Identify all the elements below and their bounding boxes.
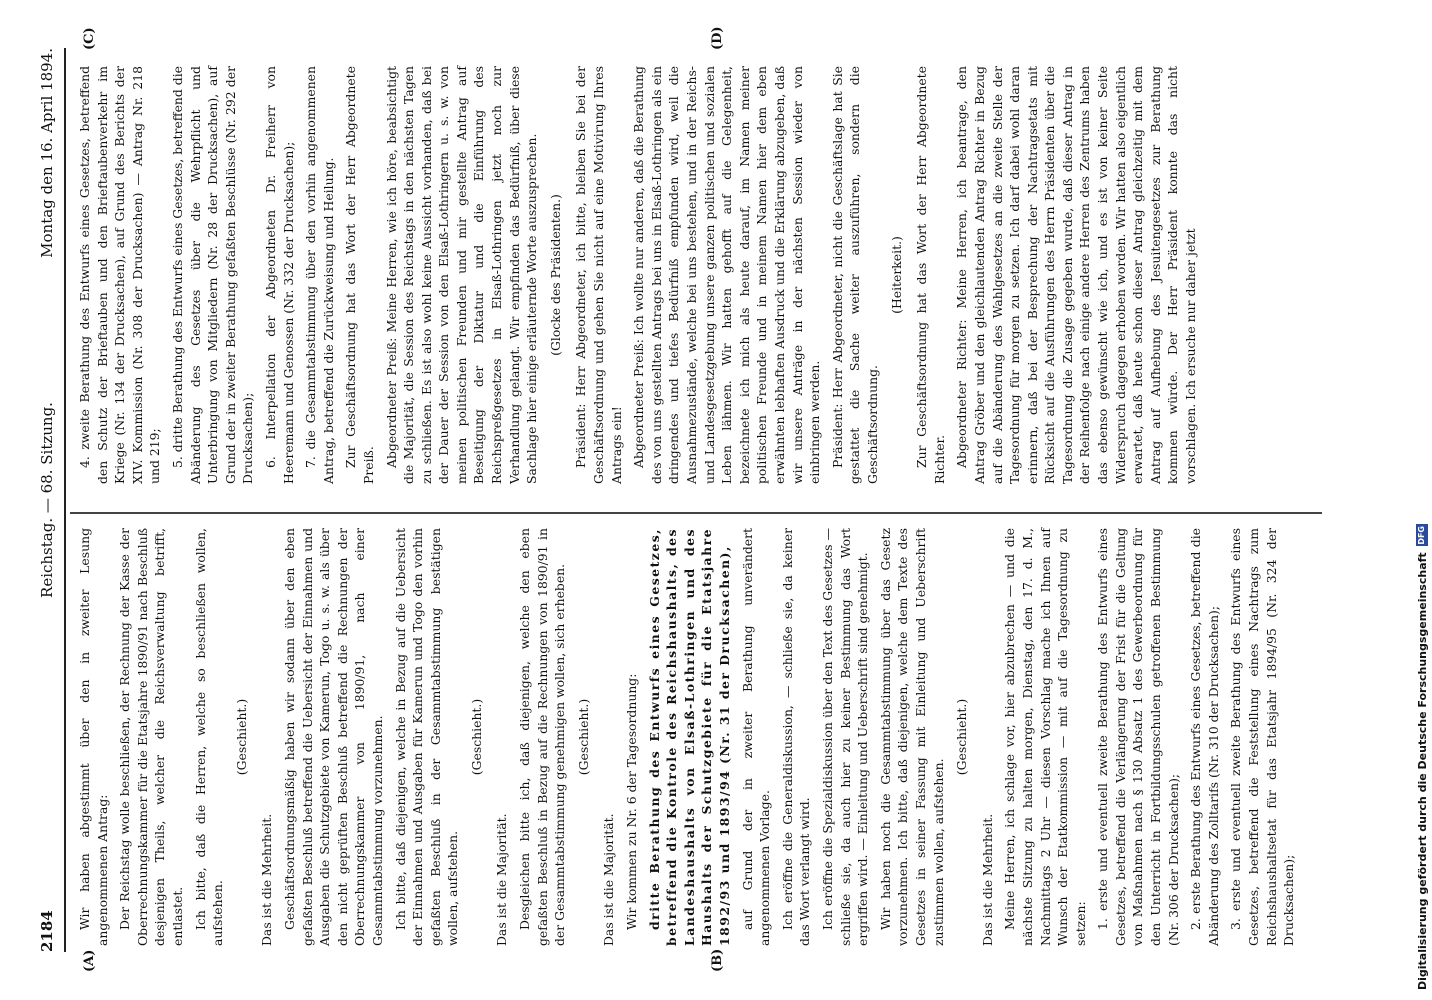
margin-letter-a: (A) xyxy=(82,949,97,972)
paragraph: Das ist die Mehrheit. xyxy=(979,813,995,946)
paragraph: Der Reichstag wolle beschließen, der Rechnung der Kasse der Oberrechnungskammer für die Etatsjahre 1890/91 nach Beschluß desjenigen Theils, welcher die Reichsverwaltung betrifft, entlastet. xyxy=(117,528,185,946)
paragraph: Das ist die Majorität. xyxy=(494,813,510,946)
digitization-credit xyxy=(1412,0,1432,1000)
paragraph: Meine Herren, ich schlage vor, hier abzubrechen — und die nächste Sitzung zu halten morgen, Dienstag, den 17. d. M., Nachmittags 2 Uhr — diesen Vorschlag mache ich Ihnen auf Wunsch der Etatkommission — mit auf die Tagesordnung zu setzen: xyxy=(1002,528,1088,946)
paragraph: Zur Geschäftsordnung hat das Wort der Herr Abgeordnete Preiß. xyxy=(343,66,376,484)
paragraph: Abgeordneter Preiß: Ich wollte nur anderen, daß die Berathung des von uns gestellten Antrags bei uns in Elsaß-Lothringen als ein dringendes und tiefes Bedürfniß empfunden wird, weil die Ausnahmezustände, welche bei uns bestehen, und in der Reichs- und Landesgesetzgebung unsere ganzen politischen und sozialen Leben lähmen. Wir hatten gehofft auf die Gelegenheit, bezeichnete ich mich als heute darauf, im Namen meiner politischen Freunde und in meinem Namen hier dem eben erwähnten lebhaften Ausdruck und die Erklärung abzugeben, daß wir unsere Anträge in der nächsten Session wieder von einbringen werden. xyxy=(631,66,823,484)
paragraph: Abgeordneter Richter: Meine Herren, ich beantrage, den Antrag Gröber und den gleichlautenden Antrag Richter in Bezug auf die Abänderung des Wahlgesetzes an die zweite Stelle der Tagesordnung für morgen zu setzen. Ich darf dabei wohl daran erinnern, daß bei der Besprechung der Nachtragsetats mit Rücksicht auf die Ausführungen des Herrn Präsidenten über die Tagesordnung die Zusage gegeben wurde, daß dieser Antrag in der Reihenfolge nach einige andere Herren des Zentrums haben das ebenso gewünscht wie ich, und es ist von keiner Seite Widerspruch dagegen erhoben worden. Wir hatten also eigentlich erwartet, daß heute schon dieser Antrag gleichzeitig mit dem Antrag auf Aufhebung des Jesuitengesetzes zur Berathung kommen würde. Der Herr Präsident konnte das nicht vorschlagen. Ich ersuche nur daher jetzt xyxy=(954,66,1199,484)
paragraph: (Geschieht.) xyxy=(233,698,249,776)
paragraph: (Heiterkeit.) xyxy=(888,236,904,314)
page-number: 2184 xyxy=(38,910,56,952)
paragraph: Geschäftsordnungsmäßig haben wir sodann über den eben gefaßten Beschluß betreffend die Uebersicht der Einnahmen und Ausgaben die Schutzgebiete von Kamerun, Togo u. s. w. als über den nicht geprüften Beschluß betreffend die Rechnungen der Oberrechnungskammer von 1890/91, nach einer Gesammtabstimmung vorzunehmen. xyxy=(281,528,385,946)
paragraph: 5. dritte Berathung des Entwurfs eines Gesetzes, betreffend die Abänderung des Gesetzes über die Wehrpflicht und Unterbringung von Mitgliedern (Nr. 28 der Drucksachen), auf Grund der in zweiter Berathung gefaßten Beschlüsse (Nr. 292 der Drucksachen); xyxy=(169,66,256,484)
paragraph: 7. die Gesammtabstimmung über den vorhin angenommenen Antrag, betreffend die Zurückweisung und Heilung. xyxy=(303,66,336,484)
paragraph: Präsident: Herr Abgeordneter, ich bitte, bleiben Sie bei der Geschäftsordnung und gehen Sie nicht auf eine Motivirung Ihres Antrags ein! xyxy=(573,66,624,484)
paragraph: Wir haben noch die Gesammtabstimmung über das Gesetz vorzunehmen. Ich bitte, daß diejenigen, welche dem Texte des Gesetzes in seiner Fassung mit Einleitung und Ueberschrift zustimmen wollen, aufstehen. xyxy=(877,528,946,946)
header-rule xyxy=(64,48,66,952)
paragraph: Ich eröffne die Generaldiskussion, — schließe sie, da keiner das Wort verlangt wird. xyxy=(779,528,813,946)
paragraph: (Geschieht.) xyxy=(468,698,484,776)
paragraph: (Geschieht.) xyxy=(575,698,591,776)
paragraph: Das ist die Mehrheit. xyxy=(259,813,275,946)
paragraph: Das ist die Majorität. xyxy=(601,813,617,946)
paragraph: Wir kommen zu Nr. 6 der Tagesordnung: xyxy=(624,673,640,930)
paragraph: Desgleichen bitte ich, daß diejenigen, welche den eben gefaßten Beschluß in Bezug auf die Rechnungen von 1890/91 in der Gesammtabstimmung genehmigen wollen, sich erheben. xyxy=(517,528,568,946)
paragraph: Ich bitte, daß diejenigen, welche in Bezug auf die Uebersicht der Einnahmen und Ausgaben für Kamerun und Togo den vorhin gefaßten Beschluß in der Gesammtabstimmung bestätigen wollen, aufstehen. xyxy=(392,528,461,946)
paragraph: 3. erste und eventuell zweite Berathung des Entwurfs eines Gesetzes, betreffend die Feststellung eines Nachtrags zum Reichshaushaltsetat für das Etatsjahr 1894/95 (Nr. 324 der Drucksachen); xyxy=(1228,528,1297,946)
paragraph: Abgeordneter Preiß: Meine Herren, wie ich höre, beabsichtigt die Majorität, die Session des Reichstags in den nächsten Tagen zu schließen. Es ist also wohl keine Aussicht vorhanden, daß bei der Dauer der Session von den Elsaß-Lothringern u. s. w. von meinen politischen Freunden und mir gestellte Antrag auf Beseitigung der Diktatur und die Einführung des Reichspreßgesetzes in Elsaß-Lothringen jetzt noch zur Verhandlung gelangt. Wir empfinden das Bedürfniß, über diese Sachlage hier einige erläuternde Worte auszusprechen. xyxy=(383,66,540,484)
paragraph: Präsident: Herr Abgeordneter, nicht die Geschäftslage hat Sie gestattet die Sache weiter auszuführen, sondern die Geschäftsordnung. xyxy=(829,66,880,484)
paragraph: 4. zweite Berathung des Entwurfs eines Gesetzes, betreffend den Schutz der Brieftauben und den Brieftaubenverkehr im Kriege (Nr. 134 der Drucksachen), auf Grund des Berichts der XIV. Kommission (Nr. 308 der Drucksachen) — Antrag Nr. 218 und 219; xyxy=(77,66,163,484)
right-column xyxy=(76,66,1205,484)
paragraph: dritte Berathung des Entwurfs eines Gesetzes, betreffend die Kontrole des Reichshaushalts, des Landeshaushalts von Elsaß-Lothringen und des Haushalts der Schutzgebiete für die Etatsjahre 1892/93 und 1893/94 (Nr. 31 der Drucksachen), xyxy=(646,528,732,946)
column-divider xyxy=(70,513,1322,515)
dfg-logo: DFG xyxy=(1417,526,1426,545)
paragraph: Ich eröffne die Spezialdiskussion über den Text des Gesetzes — schließe sie, da auch hier zu keiner Bestimmung das Wort ergriffen wird. — Einleitung und Ueberschrift sind genehmigt. xyxy=(819,528,871,946)
margin-letter-b: (B) xyxy=(710,948,725,972)
paragraph: auf Grund der in zweiter Berathung unverändert angenommenen Vorlage. xyxy=(739,528,773,946)
credit-text: Digitalisierung gefördert durch die Deutsche Forschungsgemeinschaft xyxy=(1415,552,1429,990)
paragraph: (Geschieht.) xyxy=(954,698,970,776)
paragraph: 6. Interpellation der Abgeordneten Dr. Freiherr von Heeremann und Genossen (Nr. 332 der Drucksachen); xyxy=(262,66,296,484)
margin-letter-d: (D) xyxy=(710,26,725,50)
header-title: Reichstag. — 68. Sitzung. xyxy=(38,402,56,598)
paragraph: (Glocke des Präsidenten.) xyxy=(547,194,563,356)
page-header xyxy=(30,48,64,952)
paragraph: 2. erste Berathung des Entwurfs eines Gesetzes, betreffend die Abänderung des Zolltarifs (Nr. 310 der Drucksachen); xyxy=(1188,528,1221,946)
margin-letter-c: (C) xyxy=(82,27,97,50)
paragraph: Wir haben abgestimmt über den in zweiter Lesung angenommenen Antrag: xyxy=(77,528,110,946)
paragraph: Zur Geschäftsordnung hat das Wort der Herr Abgeordnete Richter. xyxy=(914,66,947,484)
paragraph: 1. erste und eventuell zweite Berathung des Entwurfs eines Gesetzes, betreffend die Verlängerung der Frist für die Geltung von Maßnahmen nach § 130 Absatz 1 des Gewerbeordnung für den Unterricht in Fortbildungsschulen getroffenen Bestimmung (Nr. 306 der Drucksachen); xyxy=(1095,528,1181,946)
paragraph: Ich bitte, daß die Herren, welche so beschließen wollen, aufstehen. xyxy=(192,528,226,946)
left-column xyxy=(76,528,1303,946)
header-date: Montag den 16. April 1894. xyxy=(38,48,56,258)
